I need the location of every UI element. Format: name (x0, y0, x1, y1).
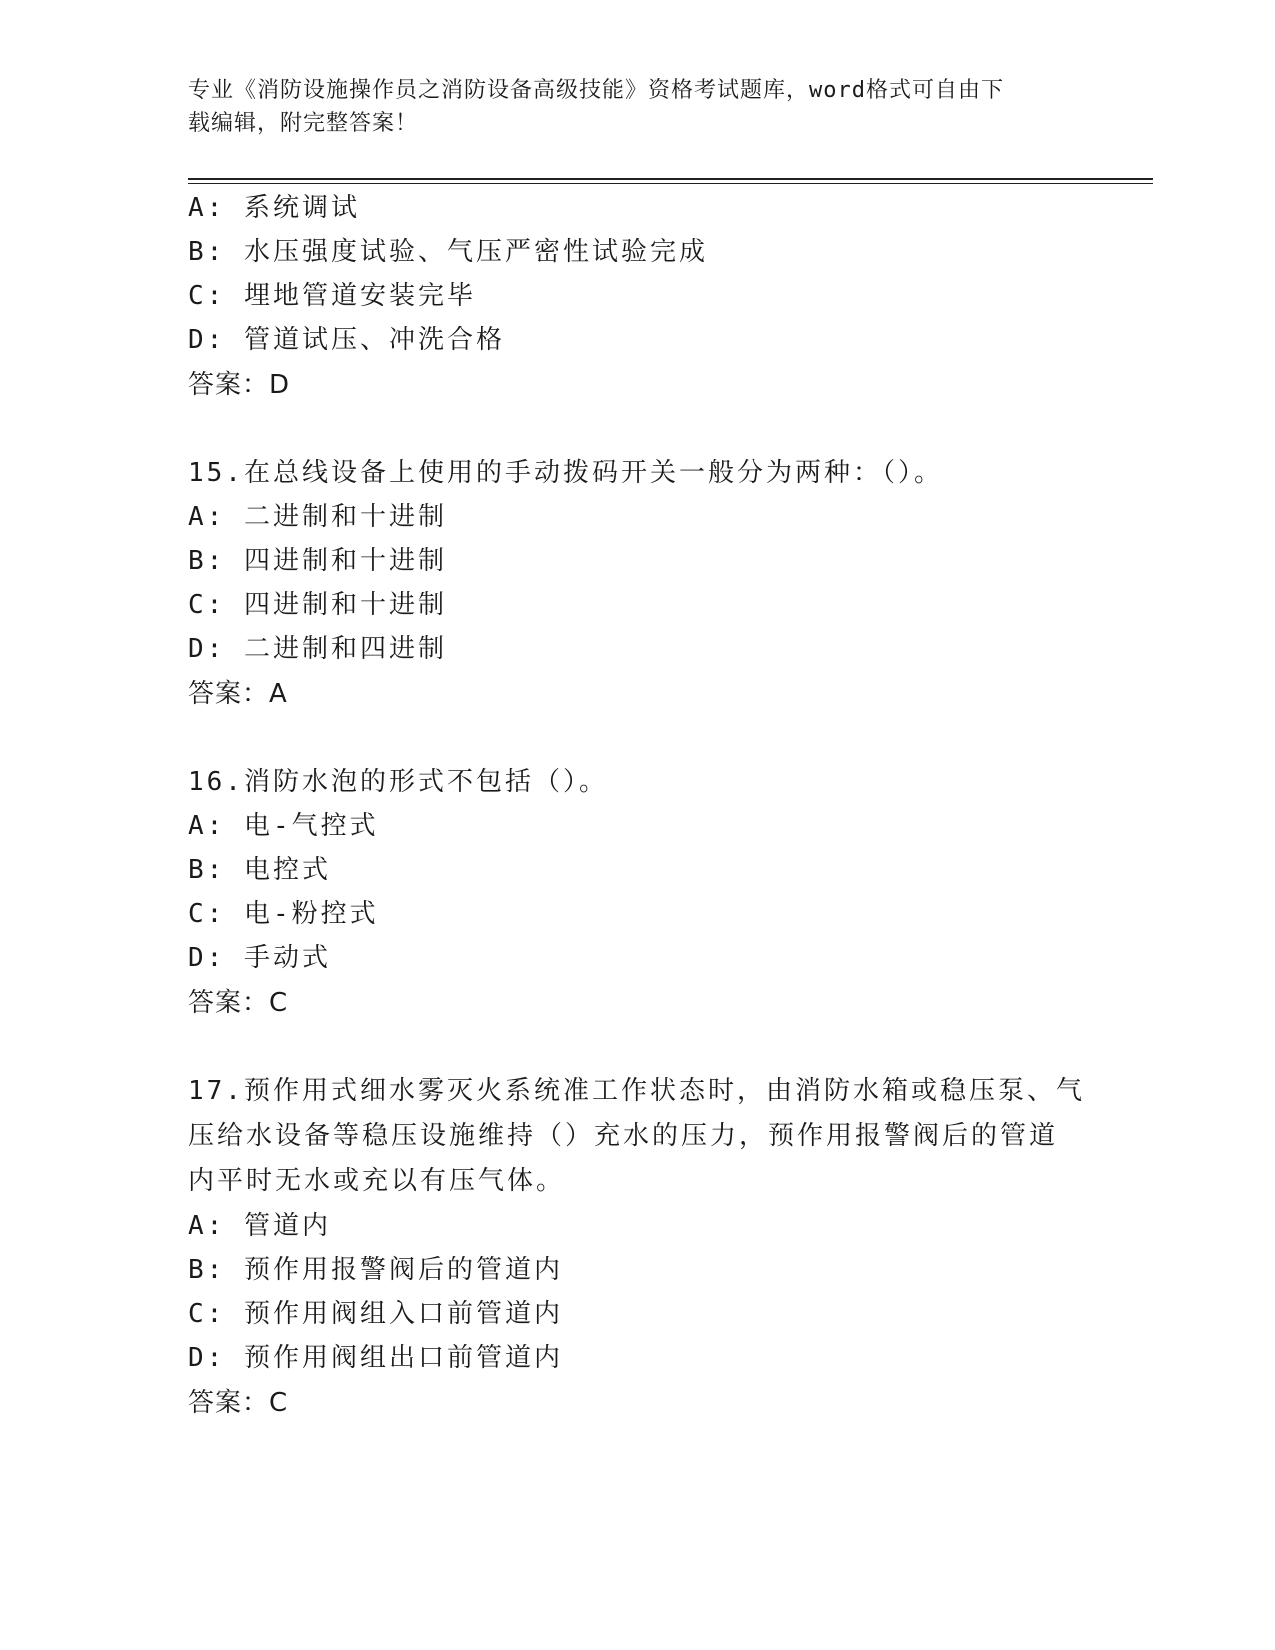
document-header (188, 74, 1088, 140)
q17-stem-line-3: 内平时无水或充以有压气体。 (188, 1166, 566, 1196)
q17-option-a: A: 管道内 (188, 1211, 331, 1241)
prev-option-d: D: 管道试压、冲洗合格 (188, 325, 505, 355)
q17-option-d: D: 预作用阀组出口前管道内 (188, 1343, 563, 1373)
q16-option-b: B: 电控式 (188, 855, 331, 885)
q16-stem: 16.消防水泡的形式不包括（）。 (188, 767, 608, 797)
prev-option-a: A: 系统调试 (188, 193, 360, 223)
header-line-2: 载编辑，附完整答案！ (188, 111, 419, 136)
header-divider-thin (188, 183, 1153, 184)
q17-option-b: B: 预作用报警阀后的管道内 (188, 1255, 563, 1285)
q15-option-c: C: 四进制和十进制 (188, 590, 447, 620)
header-line-1: 专业《消防设施操作员之消防设备高级技能》资格考试题库，word格式可自由下 (188, 78, 1004, 103)
q15-option-a: A: 二进制和十进制 (188, 502, 447, 532)
q17-answer: 答案：C (188, 1388, 289, 1418)
q17-stem-line-2: 压给水设备等稳压设施维持（）充水的压力，预作用报警阀后的管道 (188, 1121, 1059, 1151)
q16-answer: 答案：C (188, 988, 289, 1018)
q16-option-c: C: 电-粉控式 (188, 899, 379, 929)
q15-answer: 答案：A (188, 679, 288, 709)
q15-stem: 15.在总线设备上使用的手动拨码开关一般分为两种：（）。 (188, 458, 943, 488)
q17-stem-line-1: 17.预作用式细水雾灭火系统准工作状态时，由消防水箱或稳压泵、气 (188, 1076, 1085, 1106)
q15-option-b: B: 四进制和十进制 (188, 546, 447, 576)
q15-option-d: D: 二进制和四进制 (188, 634, 447, 664)
q17-option-c: C: 预作用阀组入口前管道内 (188, 1299, 563, 1329)
prev-option-c: C: 埋地管道安装完毕 (188, 281, 476, 311)
prev-answer: 答案：D (188, 370, 291, 400)
q16-option-a: A: 电-气控式 (188, 811, 379, 841)
prev-option-b: B: 水压强度试验、气压严密性试验完成 (188, 237, 708, 267)
header-divider-thick (188, 178, 1153, 180)
q16-option-d: D: 手动式 (188, 943, 331, 973)
